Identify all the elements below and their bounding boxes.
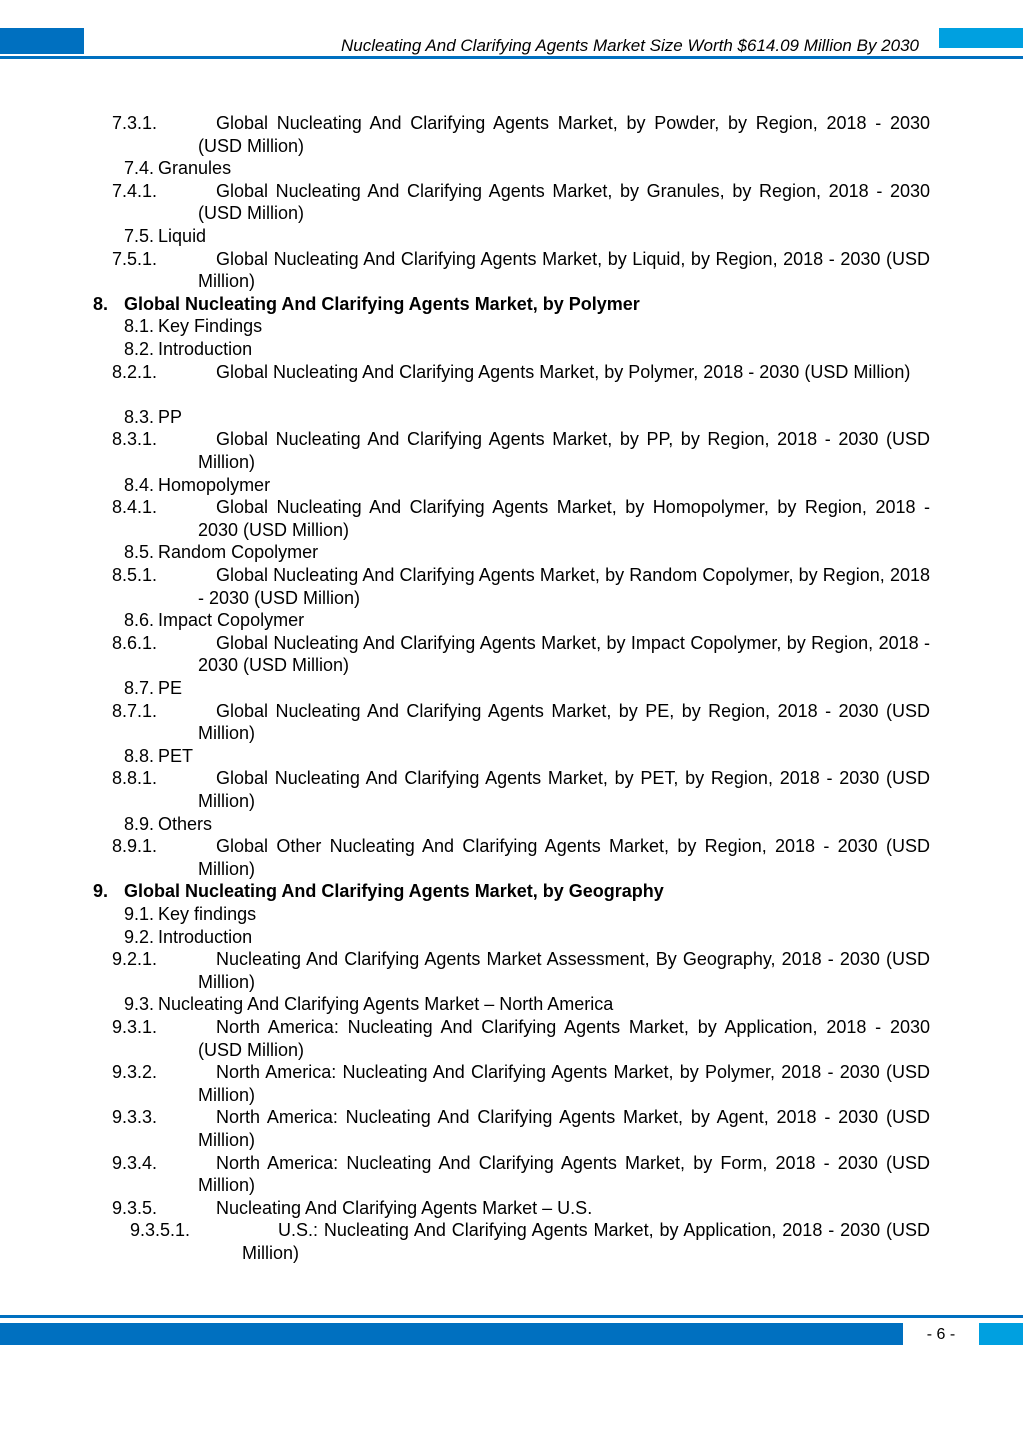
toc-entry-text: Introduction: [158, 339, 253, 359]
toc-entry-level-4: [130, 1219, 930, 1264]
toc-entry-text: Global Nucleating And Clarifying Agents Market, by Liquid, by Region, 2018 - 2030 (USD Million): [198, 248, 930, 292]
toc-entry-level-2: [124, 745, 930, 768]
toc-entry-text: Global Nucleating And Clarifying Agents Market, by Powder, by Region, 2018 - 2030 (USD Million): [198, 113, 930, 156]
toc-entry-number: 8.5.: [124, 542, 155, 563]
toc-entry-text: Global Nucleating And Clarifying Agents Market, by Polymer: [124, 293, 640, 314]
toc-entry-number: 8.8.1.: [112, 768, 158, 789]
toc-entry-number: 9.3.3.: [112, 1107, 158, 1128]
toc-entry-level-2: [124, 609, 930, 632]
toc-entry-number: 9.: [93, 881, 109, 902]
toc-entry-text: Key findings: [158, 904, 257, 924]
toc-entry-number: 9.3.4.: [112, 1152, 158, 1173]
toc-entry-level-3: [112, 1152, 930, 1197]
header-accent-right: [939, 28, 1023, 48]
toc-entry-level-2: [124, 474, 930, 497]
toc-entry-level-3: [112, 361, 930, 384]
toc-entry-number: 7.5.1.: [112, 248, 158, 269]
toc-entry-text: Global Nucleating And Clarifying Agents Market, by PE, by Region, 2018 - 2030 (USD Million): [198, 700, 930, 744]
toc-entry-level-2: [124, 406, 930, 429]
toc-entry-text: Introduction: [158, 926, 253, 947]
toc-entry-level-3: [112, 948, 930, 993]
header-title: Nucleating And Clarifying Agents Market Size Worth $614.09 Million By 2030: [341, 36, 919, 55]
toc-entry-text: North America: Nucleating And Clarifying Agents Market, by Polymer, 2018 - 2030 (USD Million): [198, 1062, 930, 1105]
toc-entry-level-3: [112, 1197, 930, 1220]
toc-entry-level-2: [124, 315, 930, 338]
toc-entry-text: Granules: [158, 158, 232, 179]
toc-entry-text: Nucleating And Clarifying Agents Market – U.S.: [216, 1197, 593, 1218]
toc-entry-number: 9.3.: [124, 994, 155, 1015]
toc-entry-number: 9.3.5.: [112, 1197, 158, 1218]
toc-entry-level-2: [124, 677, 930, 700]
toc-entry-text: Global Nucleating And Clarifying Agents Market, by Impact Copolymer, by Region, 2018 - 2030 (USD Million): [198, 632, 930, 676]
toc-entry-level-2: [124, 993, 930, 1016]
toc-entry-text: PP: [158, 406, 183, 427]
toc-entry-level-2: [124, 338, 930, 361]
toc-entry-text: Nucleating And Clarifying Agents Market Assessment, By Geography, 2018 - 2030 (USD Million): [198, 949, 930, 992]
toc-entry-text: Global Nucleating And Clarifying Agents Market, by Random Copolymer, by Region, 2018 - 2030 (USD Million): [198, 565, 930, 608]
toc-entry-text: Others: [158, 813, 213, 834]
toc-entry-level-3: [112, 180, 930, 225]
toc-entry-level-3: [112, 112, 930, 157]
toc-entry-level-2: [124, 813, 930, 836]
toc-entry-level-2: [124, 541, 930, 564]
toc-entry-text: Global Nucleating And Clarifying Agents Market, by Granules, by Region, 2018 - 2030 (USD Million): [198, 180, 930, 224]
toc-entry-number: 8.6.1.: [112, 632, 158, 653]
toc-entry-level-3: [112, 564, 930, 609]
page-number: - 6 -: [926, 1326, 956, 1343]
toc-entry-number: 8.2.: [124, 339, 155, 359]
toc-entry-level-3: [112, 1061, 930, 1106]
toc-entry-number: 8.8.: [124, 745, 155, 766]
toc-entry-level-3: [112, 1106, 930, 1151]
toc-entry-number: 7.3.1.: [112, 113, 158, 133]
toc-entry-text: North America: Nucleating And Clarifying Agents Market, by Form, 2018 - 2030 (USD Million): [198, 1152, 930, 1196]
toc-entry-number: 7.4.: [124, 158, 155, 179]
toc-entry-level-3: [112, 1016, 930, 1061]
toc-entry-text: Global Nucleating And Clarifying Agents Market, by PP, by Region, 2018 - 2030 (USD Million): [198, 429, 930, 472]
toc-entry-text: Key Findings: [158, 316, 263, 337]
toc-entry-number: 8.9.: [124, 813, 155, 834]
toc-entry-level-3: [112, 767, 930, 812]
toc-entry-number: 8.4.1.: [112, 497, 158, 518]
footer-accent-right: [979, 1323, 1023, 1345]
toc-entry-number: 9.2.: [124, 926, 155, 947]
toc-entry-level-3: [112, 428, 930, 473]
toc-entry-text: North America: Nucleating And Clarifying Agents Market, by Application, 2018 - 2030 (USD Million): [198, 1017, 930, 1060]
toc-entry-text: Global Nucleating And Clarifying Agents Market, by PET, by Region, 2018 - 2030 (USD Million): [198, 768, 930, 811]
toc-entry-level-3: [112, 700, 930, 745]
toc-entry-text: Global Other Nucleating And Clarifying Agents Market, by Region, 2018 - 2030 (USD Million): [198, 836, 930, 879]
toc-entry-number: 8.: [93, 293, 109, 314]
toc-entry-text: Impact Copolymer: [158, 610, 305, 631]
footer-rule: [0, 1315, 1023, 1318]
toc-entry-level-2: [124, 225, 930, 248]
toc-entry-text: U.S.: Nucleating And Clarifying Agents Market, by Application, 2018 - 2030 (USD Million): [242, 1220, 930, 1263]
toc-entry-text: Global Nucleating And Clarifying Agents Market, by Homopolymer, by Region, 2018 - 2030 (USD Million): [198, 497, 930, 540]
toc-entry-text: Global Nucleating And Clarifying Agents Market, by Polymer, 2018 - 2030 (USD Million): [216, 361, 911, 382]
toc-entry-level-3: [112, 248, 930, 293]
toc-entry-text: PET: [158, 745, 194, 766]
toc-entry-number: 9.1.: [124, 904, 155, 924]
toc-entry-text: Random Copolymer: [158, 542, 319, 563]
toc-entry-number: 9.3.1.: [112, 1017, 158, 1037]
toc-entry-number: 8.7.1.: [112, 700, 158, 721]
toc-entry-level-3: [112, 632, 930, 677]
toc-entry-level-2: [124, 926, 930, 949]
toc-entry-number: 9.2.1.: [112, 949, 158, 970]
toc-entry-number: 7.4.1.: [112, 180, 158, 201]
toc-entry-text: Nucleating And Clarifying Agents Market – North America: [158, 994, 614, 1015]
toc-entry-number: 7.5.: [124, 226, 155, 246]
toc-entry-number: 9.3.5.1.: [130, 1220, 191, 1241]
toc-entry-level-1: [93, 880, 930, 903]
toc-entry-number: 8.3.1.: [112, 429, 158, 450]
toc-entry-text: Global Nucleating And Clarifying Agents Market, by Geography: [124, 881, 664, 902]
toc-entry-level-2: [124, 903, 930, 926]
footer-accent-left: [0, 1323, 903, 1345]
toc-entry-number: 8.1.: [124, 316, 155, 337]
toc-entry-text: Liquid: [158, 226, 207, 246]
toc-entry-text: Homopolymer: [158, 474, 271, 495]
header-rule: [0, 56, 1023, 59]
toc-entry-number: 8.9.1.: [112, 836, 158, 857]
toc-entry-level-1: [93, 293, 930, 316]
toc-entry-text: North America: Nucleating And Clarifying Agents Market, by Agent, 2018 - 2030 (USD Million): [198, 1107, 930, 1150]
toc-entry-level-3: [112, 496, 930, 541]
header-accent-left: [0, 28, 84, 54]
toc-entry-level-2: [124, 157, 930, 180]
toc-entry-number: 8.3.: [124, 406, 155, 427]
toc-entry-number: 8.5.1.: [112, 565, 158, 585]
toc-entry-level-3: [112, 835, 930, 880]
toc-entry-number: 8.4.: [124, 474, 155, 495]
toc-entry-number: 8.6.: [124, 610, 155, 631]
toc-entry-number: 9.3.2.: [112, 1062, 158, 1083]
toc-entry-text: PE: [158, 678, 183, 698]
toc-entry-number: 8.2.1.: [112, 361, 158, 382]
toc-entry-number: 8.7.: [124, 678, 155, 698]
